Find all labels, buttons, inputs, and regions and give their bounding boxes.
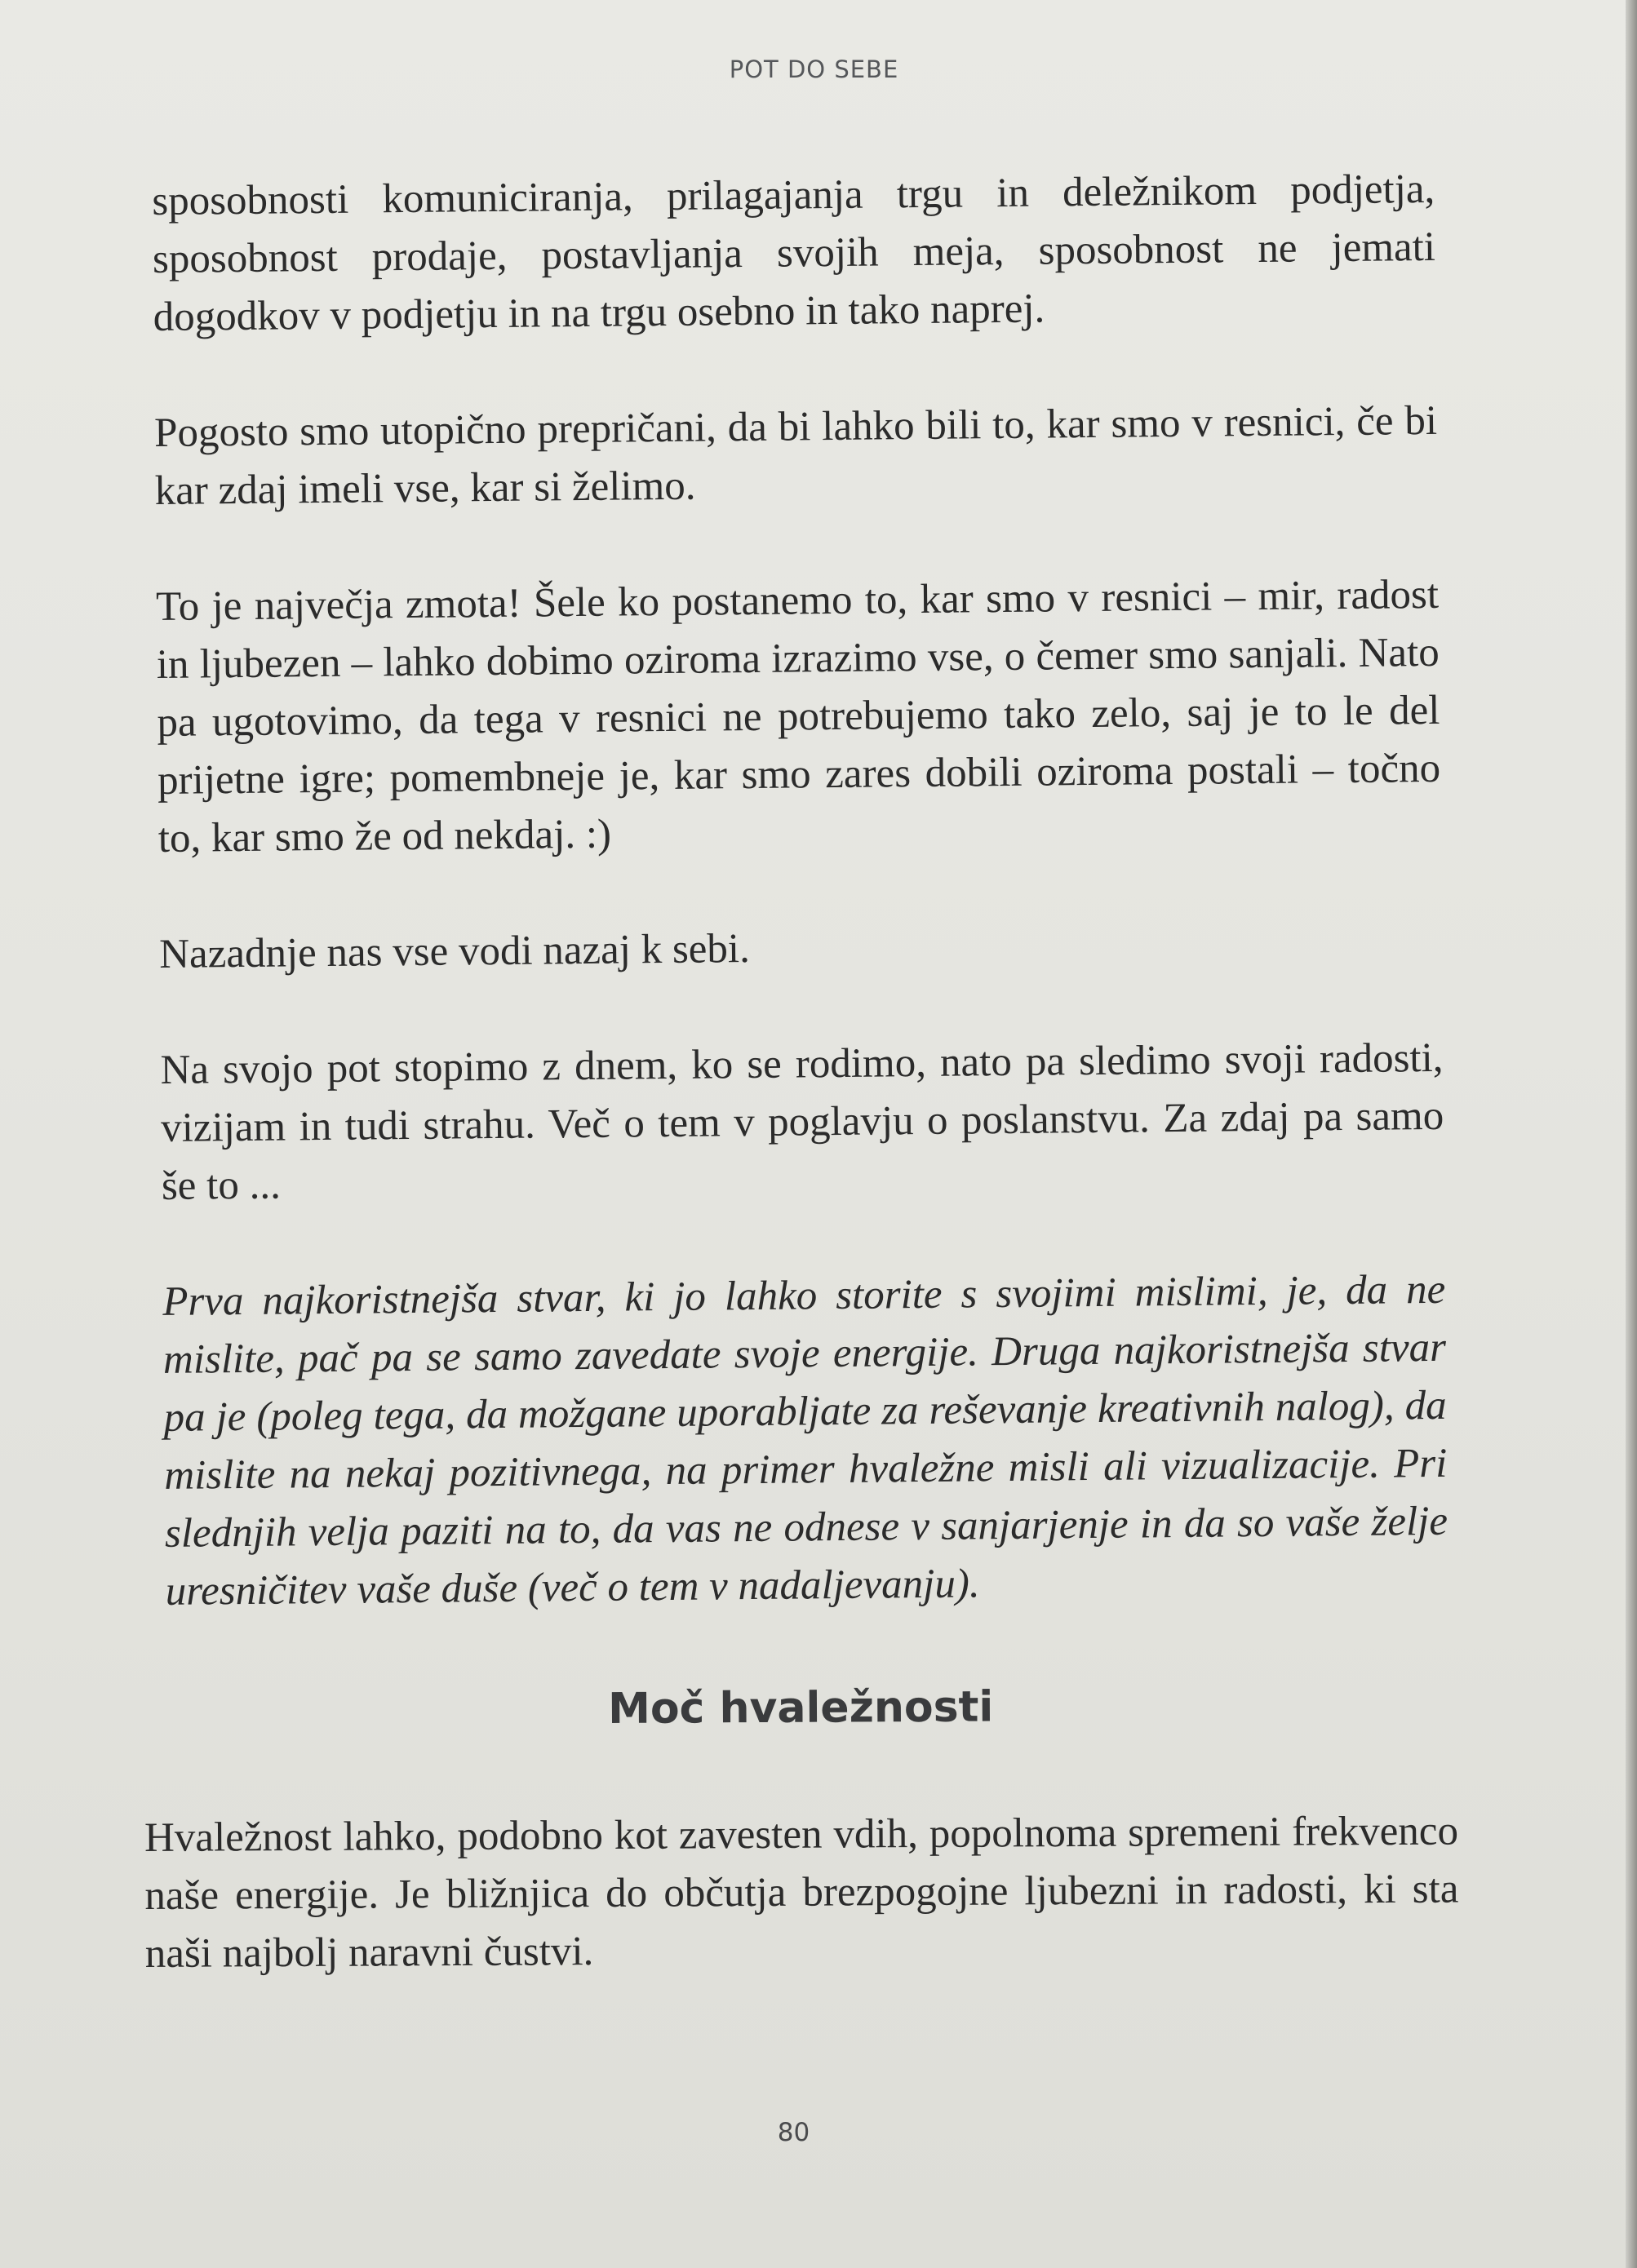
paragraph-3: To je največja zmota! Šele ko postanemo to, kar smo v resnici – mir, radost in ljubezen – lahko dobimo oziroma izrazimo vse, o čemer smo sanjali. Nato pa ugotovimo, da tega v resnici ne potrebujemo tako zelo, saj je to le del prijetne igre; pomembneje je, kar smo zares dobili oziroma postali – točno to, kar smo že od nekdaj. :) <box>155 571 1441 862</box>
paragraph-4: Nazadnje nas vse vodi nazaj k sebi. <box>158 926 751 977</box>
page-number: 80 <box>777 2118 810 2147</box>
paragraph-1: sposobnosti komuniciranja, prilagajanja trgu in deležnikom podjetja, sposobnost prodaje, postavljanja svojih meja, sposobnost ne jemati dogodkov v podjetju in na trgu osebno in tako naprej. <box>152 166 1436 340</box>
running-head: POT DO SEBE <box>729 55 899 83</box>
section-paragraph: Hvaležnost lahko, podobno kot zavesten vdih, popolnoma spremeni frekvenco naše energije. Je bližnjica do občutja brezpogojne ljubezni in radosti, ki sta naši najbolj naravni čustvi. <box>144 1808 1459 1977</box>
paragraph-2: Pogosto smo utopično prepričani, da bi lahko bili to, kar smo v resnici, če bi kar zdaj imeli vse, kar si želimo. <box>153 397 1438 514</box>
section-block <box>144 1672 1459 1983</box>
italic-paragraph: Prva najkoristnejša stvar, ki jo lahko storite s svojimi mislimi, je, da ne mislite, pač pa se samo zavedate svoje energije. Druga najkoristnejša stvar pa je (poleg tega, da možgane uporabljate za reševanje kreativnih nalog), da mislite na nekaj pozitivnega, na primer hvaležne misli ali vizualizacije. Pri slednjih velja paziti na to, da vas ne odnese v sanjarjenje in da so vaše želje uresničitev vaše duše (več o tem v nadaljevanju). <box>162 1266 1448 1615</box>
paragraph-5: Na svojo pot stopimo z dnem, ko se rodimo, nato pa sledimo svoji radosti, vizijam in tudi strahu. Več o tem v poglavju o poslanstvu. Za zdaj pa samo še to ... <box>160 1034 1444 1209</box>
section-heading: Moč hvaležnosti <box>607 1682 994 1734</box>
main-text <box>152 161 1448 1621</box>
page-edge-shadow <box>1626 0 1637 2268</box>
